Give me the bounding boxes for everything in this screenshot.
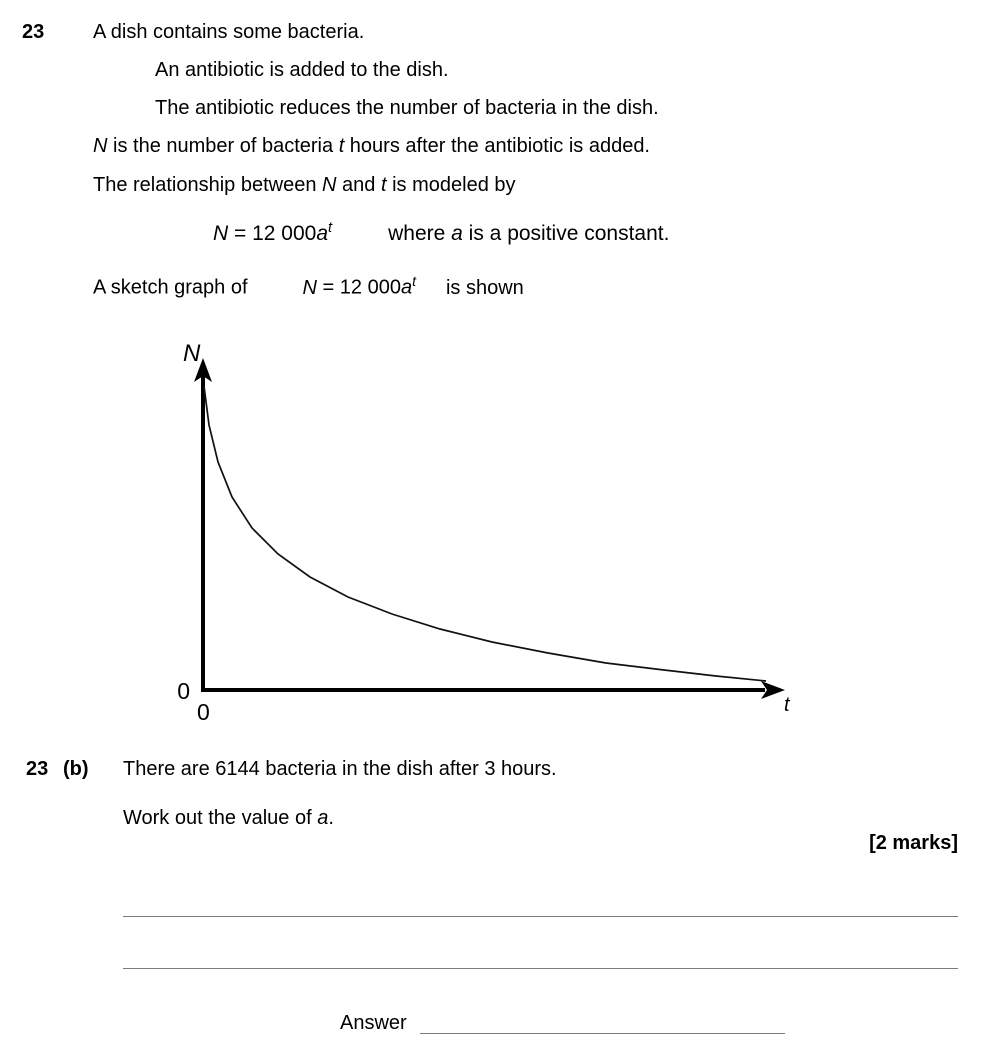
working-line-1 <box>123 916 958 917</box>
intro-line-5: The relationship between N and t is modeled by <box>93 174 516 196</box>
marks-badge: [2 marks] <box>869 832 958 854</box>
working-line-2 <box>123 968 958 969</box>
part-b-statement: There are 6144 bacteria in the dish after 3 hours. <box>123 758 557 780</box>
sketch-intro-line: A sketch graph of N = 12 $000a^t$ is shown <box>93 273 524 299</box>
intro-line-2: An antibiotic is added to the dish. <box>155 59 449 81</box>
intro-line-1: A dish contains some bacteria. <box>93 21 365 43</box>
x-axis-label: t <box>784 694 790 716</box>
part-b-letter: (b) <box>63 758 89 780</box>
part-b-question-number: 23 <box>26 758 49 780</box>
decay-curve <box>204 386 766 681</box>
intro-line-3: The antibiotic reduces the number of bacteria in the dish. <box>155 97 659 119</box>
answer-blank-line <box>420 1033 785 1034</box>
part-b-instruction: Work out the value of a. <box>123 807 334 829</box>
y-axis-label: N <box>183 340 201 367</box>
origin-zero-left: 0 <box>177 678 190 704</box>
answer-label: Answer <box>340 1012 407 1034</box>
model-formula: N = 12 $000a^t$ where a is a positive constant. <box>213 220 670 245</box>
question-number: 23 <box>22 21 45 43</box>
sketch-graph <box>140 330 820 730</box>
origin-zero-bottom: 0 <box>197 699 210 725</box>
intro-line-4: N is the number of bacteria t hours after the antibiotic is added. <box>93 135 650 157</box>
